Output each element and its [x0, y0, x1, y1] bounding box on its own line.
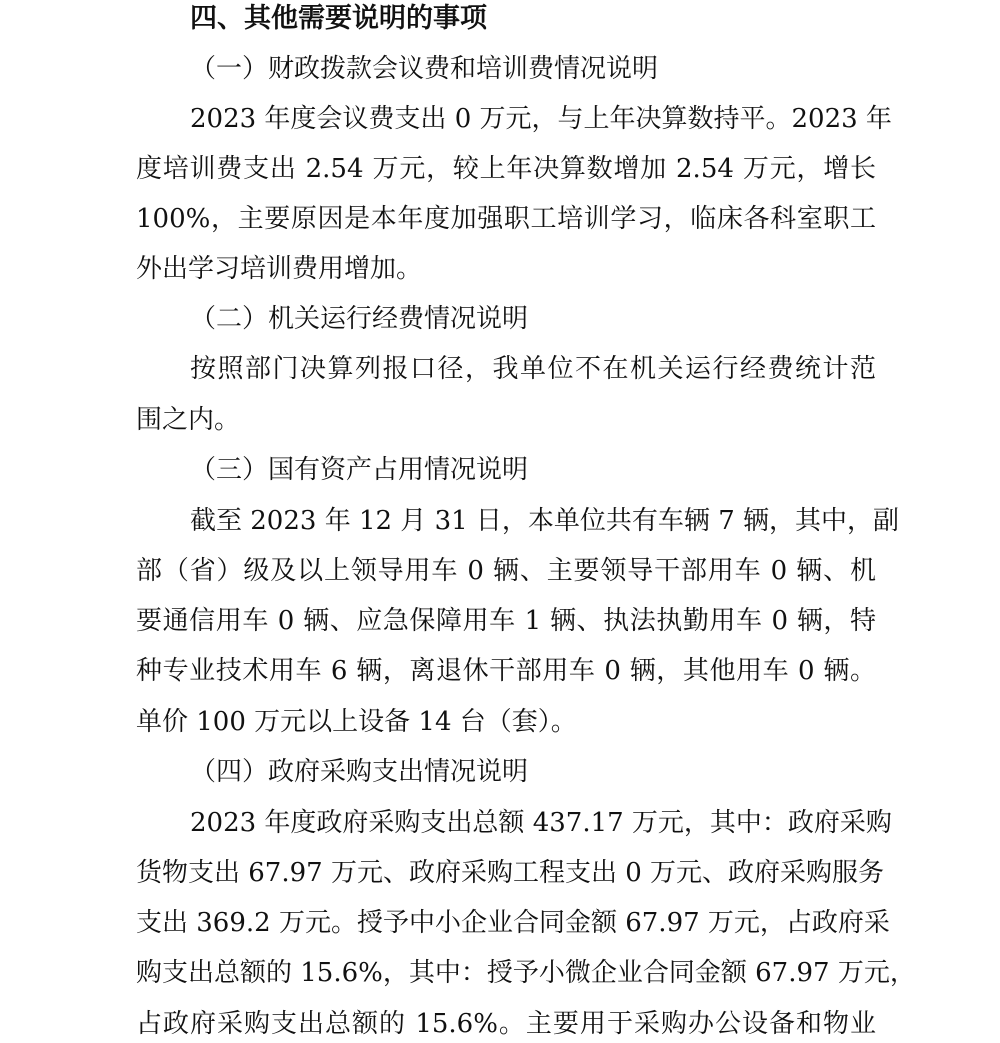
paragraph-line: 货物支出 67.97 万元、政府采购工程支出 0 万元、政府采购服务: [136, 858, 885, 888]
subsection-title-government-procurement: （四）政府采购支出情况说明: [190, 757, 529, 787]
paragraph-line: 单价 100 万元以上设备 14 台（套）。: [136, 707, 577, 737]
paragraph-line: 2023 年度会议费支出 0 万元，与上年决算数持平。2023 年: [190, 104, 892, 134]
subsection-title-state-assets: （三）国有资产占用情况说明: [190, 455, 529, 485]
paragraph-line: 外出学习培训费用增加。: [136, 254, 423, 284]
paragraph-line: 度培训费支出 2.54 万元，较上年决算数增加 2.54 万元，增长: [136, 154, 876, 184]
paragraph-line: 支出 369.2 万元。授予中小企业合同金额 67.97 万元，占政府采: [136, 908, 890, 938]
paragraph-line: 按照部门决算列报口径，我单位不在机关运行经费统计范: [190, 354, 876, 384]
paragraph-line: 围之内。: [136, 405, 241, 435]
paragraph-line: 要通信用车 0 辆、应急保障用车 1 辆、执法执勤用车 0 辆，特: [136, 606, 876, 636]
paragraph-line: 种专业技术用车 6 辆，离退休干部用车 0 辆，其他用车 0 辆。: [136, 656, 876, 686]
paragraph-line: 100%，主要原因是本年度加强职工培训学习，临床各科室职工: [136, 204, 876, 234]
subsection-title-meeting-training: （一）财政拨款会议费和培训费情况说明: [190, 54, 659, 84]
paragraph-line: 截至 2023 年 12 月 31 日，本单位共有车辆 7 辆，其中，副: [190, 506, 899, 536]
section-heading: 四、其他需要说明的事项: [190, 3, 487, 34]
subsection-title-operating-costs: （二）机关运行经费情况说明: [190, 304, 529, 334]
paragraph-line: 2023 年度政府采购支出总额 437.17 万元，其中：政府采购: [190, 808, 892, 838]
paragraph-line: 购支出总额的 15.6%，其中：授予小微企业合同金额 67.97 万元，: [136, 958, 916, 988]
paragraph-line: 部（省）级及以上领导用车 0 辆、主要领导干部用车 0 辆、机: [136, 556, 876, 586]
paragraph-line: 占政府采购支出总额的 15.6%。主要用于采购办公设备和物业: [136, 1009, 876, 1039]
